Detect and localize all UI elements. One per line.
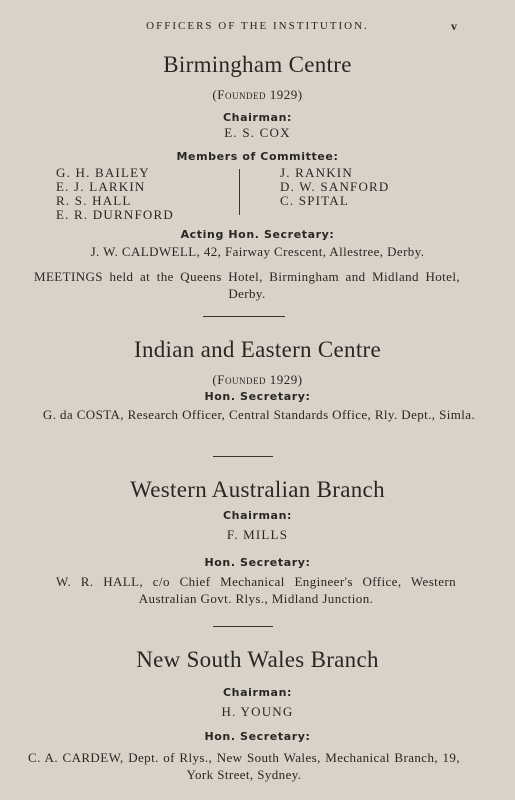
nsw-secretary-label: Hon. Secretary: <box>204 730 311 743</box>
indian-secretary-label: Hon. Secretary: <box>204 390 311 403</box>
wa-secretary: W. R. HALL, c/o Chief Mechanical Engineer's Office, Western Australian Govt. Rlys., Midland Junction. <box>56 574 456 606</box>
nsw-secretary: C. A. CARDEW, Dept. of Rlys., New South Wales, Mechanical Branch, 19, York Street, Sydney. <box>28 750 460 782</box>
section-divider <box>213 626 273 627</box>
committee-member: R. S. HALL <box>56 193 132 208</box>
section-divider <box>213 456 273 457</box>
birmingham-chairman: E. S. COX <box>224 125 291 140</box>
running-header: OFFICERS OF THE INSTITUTION. <box>146 20 369 32</box>
committee-divider <box>239 169 240 215</box>
wa-chairman-label: Chairman: <box>222 509 293 522</box>
committee-member: C. SPITAL <box>280 193 349 208</box>
committee-member: E. R. DURNFORD <box>56 207 174 222</box>
section-divider <box>203 316 285 317</box>
page-number: v <box>451 19 457 33</box>
indian-title: Indian and Eastern Centre <box>134 337 381 362</box>
committee-left-column <box>56 166 174 222</box>
birmingham-founded: (Founded 1929) <box>212 87 303 102</box>
nsw-chairman: H. YOUNG <box>221 704 294 719</box>
indian-founded: (Founded 1929) <box>212 372 303 387</box>
committee-member: D. W. SANFORD <box>280 179 390 194</box>
nsw-chairman-label: Chairman: <box>222 686 293 699</box>
western-australian-title: Western Australian Branch <box>130 477 385 502</box>
birmingham-secretary-label: Acting Hon. Secretary: <box>180 228 335 241</box>
birmingham-meetings: MEETINGS held at the Queens Hotel, Birmingham and Midland Hotel, Derby. <box>34 269 460 301</box>
committee-member: J. RANKIN <box>280 165 353 180</box>
birmingham-title: Birmingham Centre <box>163 52 352 77</box>
wa-chairman: F. MILLS <box>226 527 289 542</box>
birmingham-secretary: J. W. CALDWELL, 42, Fairway Crescent, Allestree, Derby. <box>90 244 425 259</box>
wa-secretary-label: Hon. Secretary: <box>204 556 311 569</box>
indian-secretary: G. da COSTA, Research Officer, Central Standards Office, Rly. Dept., Simla. <box>42 407 476 422</box>
committee-right-column <box>280 166 390 208</box>
birmingham-committee-label: Members of Committee: <box>176 150 339 163</box>
nsw-title: New South Wales Branch <box>136 647 379 672</box>
birmingham-chairman-label: Chairman: <box>222 111 293 124</box>
committee-member: E. J. LARKIN <box>56 179 146 194</box>
committee-member: G. H. BAILEY <box>56 165 150 180</box>
